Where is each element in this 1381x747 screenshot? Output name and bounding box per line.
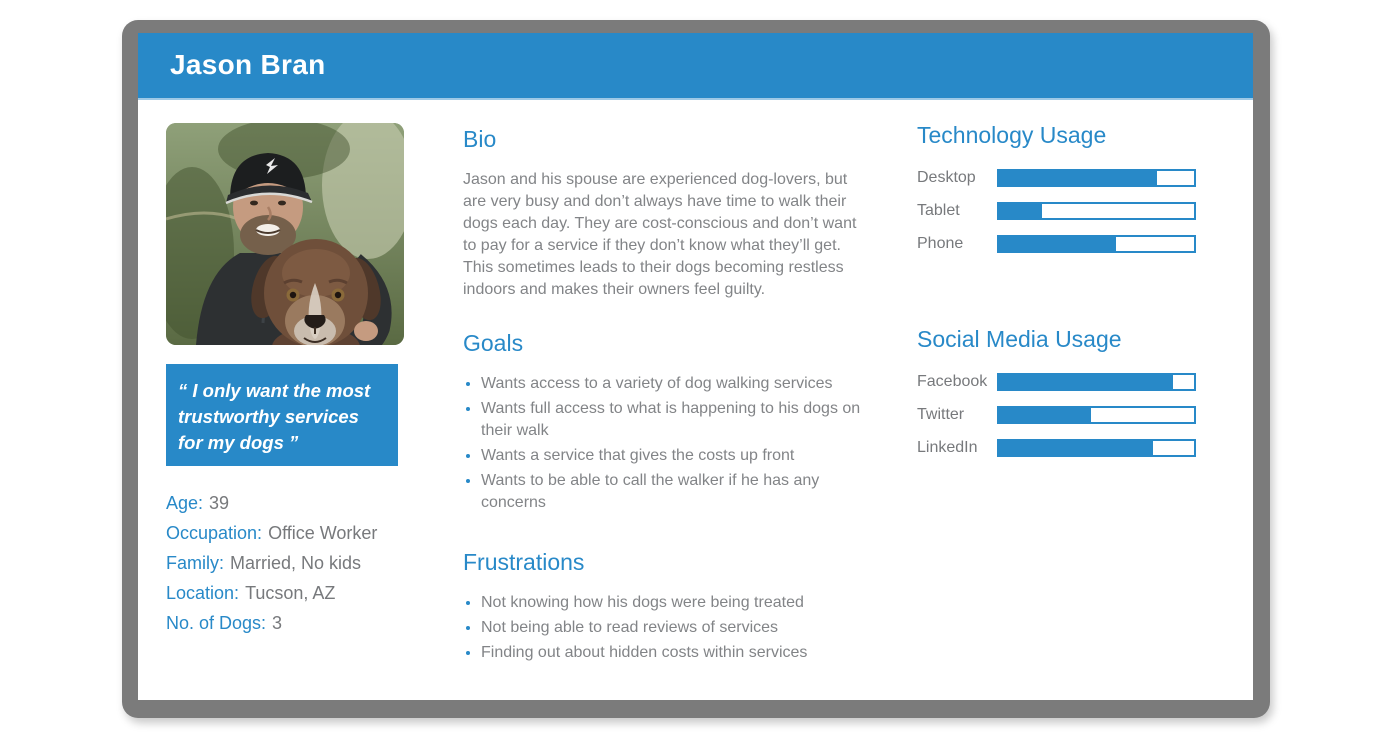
persona-photo — [166, 123, 404, 345]
demographic-occupation — [166, 518, 404, 548]
demographic-label: Occupation: — [166, 523, 263, 543]
frustration-item: • Not knowing how his dogs were being treated — [481, 592, 883, 614]
usage-bar-track — [997, 373, 1196, 391]
social-media-usage-title: Social Media Usage — [917, 326, 1122, 352]
right-column — [917, 121, 1253, 472]
left-column — [166, 123, 404, 638]
demographic-location — [166, 578, 404, 608]
goals-list — [463, 373, 883, 514]
demographic-value: 39 — [209, 493, 230, 513]
social-media-usage-bars — [917, 373, 1253, 457]
usage-bar-label: LinkedIn — [917, 439, 978, 456]
usage-bar-label: Twitter — [917, 406, 965, 423]
goal-item: • Wants to be able to call the walker if he has any concerns — [481, 470, 883, 514]
demographic-family — [166, 548, 404, 578]
demographic-value: Married, No kids — [230, 553, 362, 573]
persona-quote: “ I only want the most trustworthy services for my dogs ” — [166, 364, 398, 466]
demographic-label: Location: — [166, 583, 240, 603]
demographic-value: Office Worker — [268, 523, 378, 543]
bio-text: Jason and his spouse are experienced dog-lovers, but are very busy and don’t always have time to walk their dogs each day. They are cost-conscious and don’t want to pay for a service if they don’t know what they’ll get. This sometimes leads to their dogs becoming restless indoors and makes their owners feel guilty. — [463, 171, 857, 298]
usage-bar-track — [997, 439, 1196, 457]
demographic-dogs — [166, 608, 404, 638]
frustrations-list — [463, 592, 883, 664]
goals-section-title: Goals — [463, 330, 524, 356]
usage-bar-fill — [999, 171, 1157, 185]
usage-bar-track — [997, 169, 1196, 187]
demographic-age — [166, 488, 404, 518]
usage-bar-row — [917, 169, 1253, 187]
middle-column — [463, 125, 883, 667]
frustration-item: • Finding out about hidden costs within services — [481, 642, 883, 664]
usage-bar-label: Facebook — [917, 373, 988, 390]
usage-bar-row — [917, 406, 1253, 424]
usage-bar-track — [997, 406, 1196, 424]
usage-bar-row — [917, 373, 1253, 391]
usage-bar-label: Desktop — [917, 169, 976, 186]
usage-bar-label: Tablet — [917, 202, 960, 219]
persona-card — [138, 33, 1253, 700]
goal-item: • Wants a service that gives the costs up front — [481, 445, 883, 467]
usage-bar-fill — [999, 408, 1091, 422]
goal-item: • Wants full access to what is happening to his dogs on their walk — [481, 398, 883, 442]
persona-card-frame — [122, 20, 1270, 718]
demographic-label: No. of Dogs: — [166, 613, 267, 633]
man-with-dog-illustration — [166, 123, 404, 345]
persona-name: Jason Bran — [170, 49, 326, 80]
usage-bar-track — [997, 202, 1196, 220]
usage-bar-fill — [999, 237, 1116, 251]
header-bar — [138, 33, 1253, 100]
usage-bar-track — [997, 235, 1196, 253]
usage-bar-label: Phone — [917, 235, 964, 252]
frustration-item: • Not being able to read reviews of services — [481, 617, 883, 639]
usage-bar-row — [917, 235, 1253, 253]
demographic-value: 3 — [272, 613, 283, 633]
bio-section-title: Bio — [463, 126, 497, 152]
demographic-value: Tucson, AZ — [245, 583, 336, 603]
usage-bar-row — [917, 202, 1253, 220]
frustrations-section-title: Frustrations — [463, 549, 585, 575]
social-media-usage-section — [917, 325, 1253, 457]
demographic-label: Family: — [166, 553, 224, 573]
usage-bar-fill — [999, 375, 1173, 389]
demographics-list — [166, 488, 404, 638]
technology-usage-title: Technology Usage — [917, 122, 1107, 148]
usage-bar-fill — [999, 441, 1153, 455]
demographic-label: Age: — [166, 493, 204, 513]
technology-usage-bars — [917, 169, 1253, 253]
technology-usage-section — [917, 121, 1253, 253]
goal-item: • Wants access to a variety of dog walking services — [481, 373, 883, 395]
usage-bar-fill — [999, 204, 1042, 218]
usage-bar-row — [917, 439, 1253, 457]
